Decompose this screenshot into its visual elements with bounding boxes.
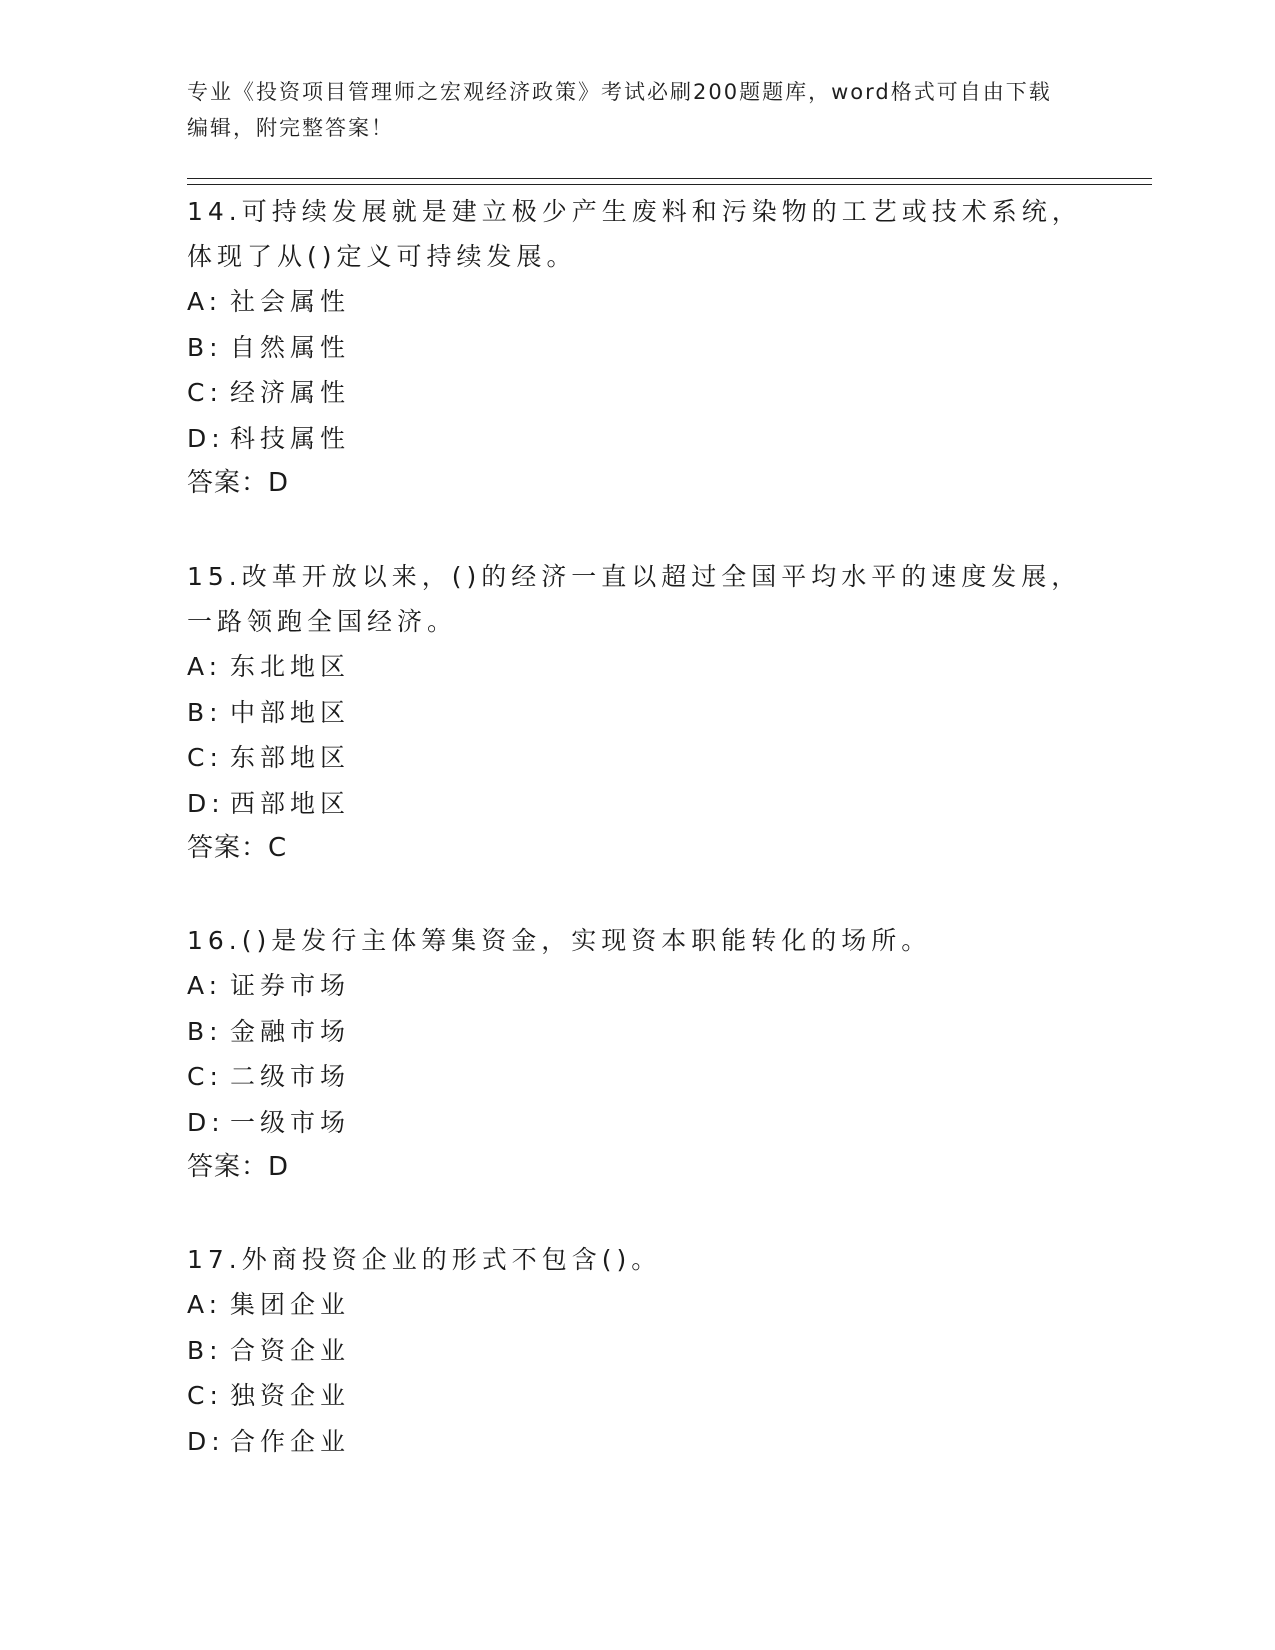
option-key: A: [187,287,223,316]
option-a [187,279,1087,325]
option-text: 中部地区 [230,697,351,727]
option-b [187,690,1087,736]
option-key: C: [187,1062,223,1091]
option-text: 自然属性 [230,332,351,362]
option-d [187,1419,1087,1465]
answer-line: 答案：C [187,833,288,863]
document-header: 专业《投资项目管理师之宏观经济政策》考试必刷200题题库，word格式可自由下载编辑，附完整答案！ [187,80,1052,140]
option-text: 东部地区 [230,743,351,772]
question-14 [187,189,1087,506]
option-text: 科技属性 [230,423,351,453]
option-c [187,370,1087,416]
option-a [187,644,1087,690]
option-text: 独资企业 [230,1381,351,1410]
option-text: 社会属性 [230,287,351,316]
option-a [187,963,1087,1009]
option-key: C: [187,743,223,772]
option-key: D: [187,1426,225,1456]
option-text: 经济属性 [230,378,351,407]
option-key: C: [187,1381,223,1410]
option-text: 证券市场 [230,971,351,1000]
question-stem: 16.()是发行主体筹集资金，实现资本职能转化的场所。 [187,926,932,955]
option-key: D: [187,423,225,453]
question-stem: 17.外商投资企业的形式不包含()。 [187,1245,662,1274]
option-d [187,781,1087,827]
option-key: C: [187,378,223,407]
option-c [187,735,1087,781]
answer-line: 答案：D [187,1152,290,1182]
option-key: D: [187,1107,225,1137]
header-divider-bottom [187,184,1152,185]
option-a [187,1282,1087,1328]
option-text: 二级市场 [230,1062,351,1091]
question-15 [187,554,1087,871]
option-text: 集团企业 [230,1290,351,1319]
option-text: 一级市场 [230,1107,351,1137]
question-stem: 15.改革开放以来，()的经济一直以超过全国平均水平的速度发展，一路领跑全国经济。 [187,562,1082,636]
question-stem: 14.可持续发展就是建立极少产生废料和污染物的工艺或技术系统，体现了从()定义可持续发展。 [187,197,1082,271]
question-16 [187,918,1087,1190]
option-key: B: [187,1335,223,1365]
option-text: 合作企业 [230,1426,351,1456]
option-d [187,416,1087,462]
option-c [187,1054,1087,1100]
option-text: 金融市场 [230,1016,351,1046]
option-b [187,1328,1087,1374]
answer-line: 答案：D [187,468,290,498]
option-c [187,1373,1087,1419]
header-divider-top [187,178,1152,179]
option-b [187,1009,1087,1055]
option-text: 东北地区 [230,652,351,681]
option-key: D: [187,788,225,818]
option-key: B: [187,332,223,362]
option-key: A: [187,1290,223,1319]
option-d [187,1100,1087,1146]
option-key: B: [187,697,223,727]
option-key: B: [187,1016,223,1046]
option-key: A: [187,971,223,1000]
option-key: A: [187,652,223,681]
question-17 [187,1237,1087,1464]
option-text: 合资企业 [230,1335,351,1365]
option-text: 西部地区 [230,788,351,818]
option-b [187,325,1087,371]
